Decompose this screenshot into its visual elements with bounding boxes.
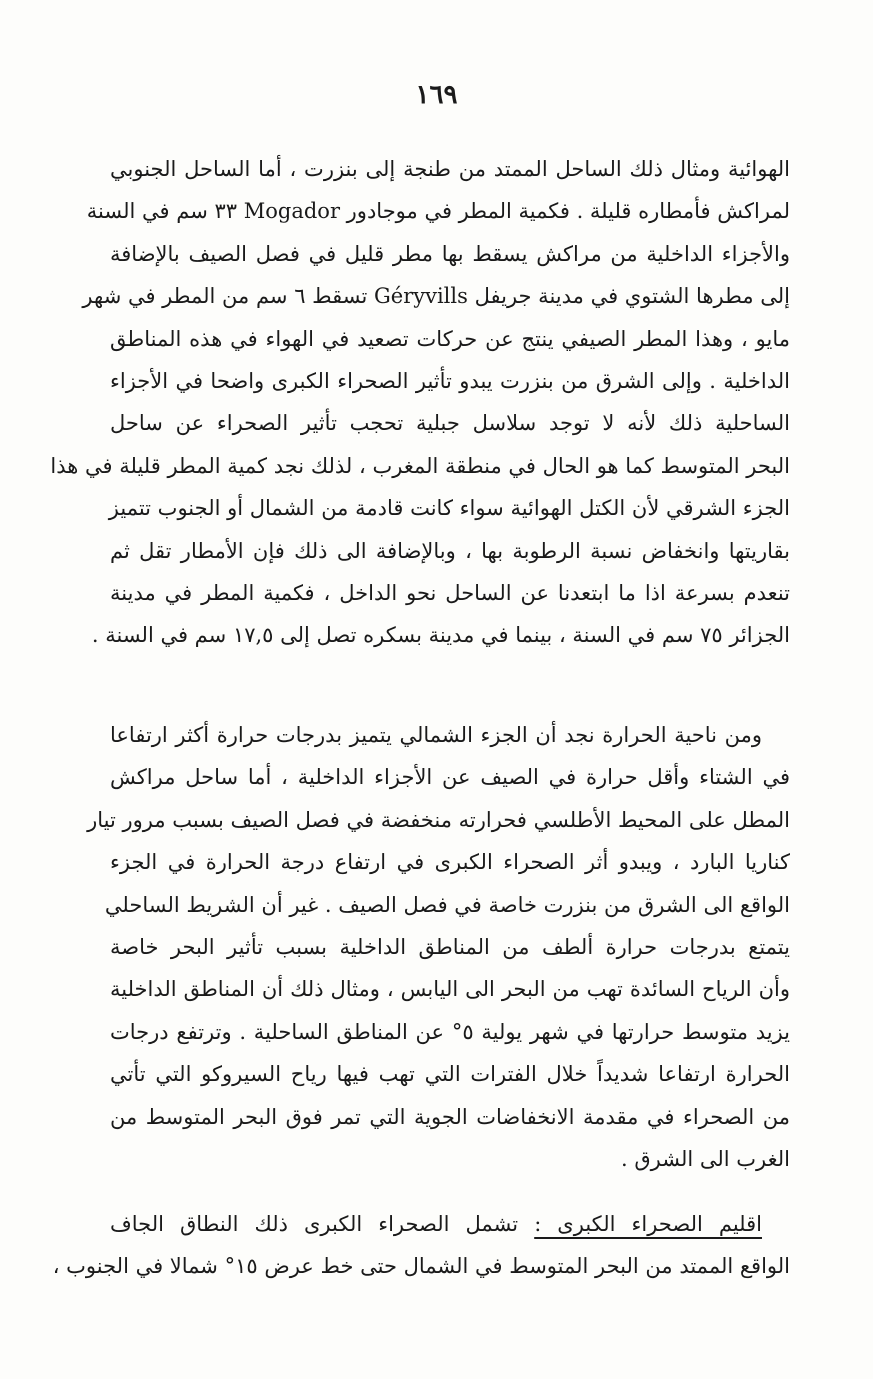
- text-line: الغرب الى الشرق .: [620, 1146, 790, 1171]
- text-line: المطل على المحيط الأطلسي فحرارته منخفضة في فصل الصيف بسبب مرور تيار: [87, 807, 790, 832]
- text-line: الواقع الممتد من البحر المتوسط في الشمال حتى خط عرض ١٥° شمالا في الجنوب ،: [52, 1254, 790, 1279]
- text-line: والأجزاء الداخلية من مراكش يسقط بها مطر قليل في فصل الصيف بالإضافة: [110, 241, 790, 266]
- text-line: بقاريتها وانخفاض نسبة الرطوبة بها ، وبالإضافة الى ذلك فإن الأمطار تقل ثم: [110, 538, 790, 563]
- text-line-content: تشمل الصحراء الكبرى ذلك النطاق الجاف: [110, 1212, 519, 1236]
- text-line: لمراكش فأمطاره قليلة . فكمية المطر في موجادور Mogador ٣٣ سم في السنة: [86, 199, 790, 224]
- text-line: يتمتع بدرجات حرارة ألطف من المناطق الداخلية بسبب تأثير البحر خاصة: [110, 934, 790, 959]
- text-line: الهوائية ومثال ذلك الساحل الممتد من طنجة إلى بنزرت ، أما الساحل الجنوبي: [110, 157, 790, 181]
- text-line: الجزائر ٧٥ سم في السنة ، بينما في مدينة بسكره تصل إلى ١٧,٥ سم في السنة .: [91, 623, 790, 648]
- paragraph-rainfall: [50, 148, 790, 657]
- paragraph-sahara: [52, 1203, 790, 1288]
- text-line: [110, 1203, 790, 1245]
- text-line: تنعدم بسرعة اذا ما ابتعدنا عن الساحل نحو الداخل ، فكمية المطر في مدينة: [110, 580, 790, 605]
- text-line: من الصحراء في مقدمة الانخفاضات الجوية التي تمر فوق البحر المتوسط من: [110, 1104, 790, 1129]
- text-line: الداخلية . وإلى الشرق من بنزرت يبدو تأثير الصحراء الكبرى واضحا في الأجزاء: [110, 368, 790, 393]
- text-line: الجزء الشرقي لأن الكتل الهوائية سواء كانت قادمة من الشمال أو الجنوب تتميز: [108, 496, 790, 521]
- text-line: كناريا البارد ، ويبدو أثر الصحراء الكبرى في ارتفاع درجة الحرارة في الجزء: [110, 850, 790, 875]
- text-line: الواقع الى الشرق من بنزرت خاصة في فصل الصيف . غير أن الشريط الساحلي: [104, 892, 790, 917]
- text-line: وأن الرياح السائدة تهب من البحر الى اليابس ، ومثال ذلك أن المناطق الداخلية: [110, 977, 790, 1002]
- text-line: البحر المتوسط كما هو الحال في منطقة المغرب ، لذلك نجد كمية المطر قليلة في هذا: [50, 453, 790, 478]
- text-line: الحرارة ارتفاعا شديداً خلال الفترات التي تهب فيها رياح السيروكو التي تأتي: [110, 1062, 790, 1087]
- text-line: الساحلية ذلك لأنه لا توجد سلاسل جبلية تحجب تأثير الصحراء عن ساحل: [110, 411, 790, 436]
- paragraph-temperature: [87, 714, 790, 1180]
- page-number: ١٦٩: [415, 80, 458, 110]
- text-line: إلى مطرها الشتوي في مدينة جريفل Géryvills تسقط ٦ سم من المطر في شهر: [82, 284, 790, 309]
- text-line: مايو ، وهذا المطر الصيفي ينتج عن حركات تصعيد في الهواء في هذه المناطق: [110, 326, 790, 351]
- text-line: في الشتاء وأقل حرارة في الصيف عن الأجزاء الداخلية ، أما ساحل مراكش: [110, 765, 790, 790]
- section-heading: اقليم الصحراء الكبرى :: [534, 1212, 762, 1236]
- text-line: يزيد متوسط حرارتها في شهر يولية ٥° عن المناطق الساحلية . وترتفع درجات: [110, 1019, 790, 1044]
- text-line: ومن ناحية الحرارة نجد أن الجزء الشمالي يتميز بدرجات حرارة أكثر ارتفاعا: [110, 723, 762, 747]
